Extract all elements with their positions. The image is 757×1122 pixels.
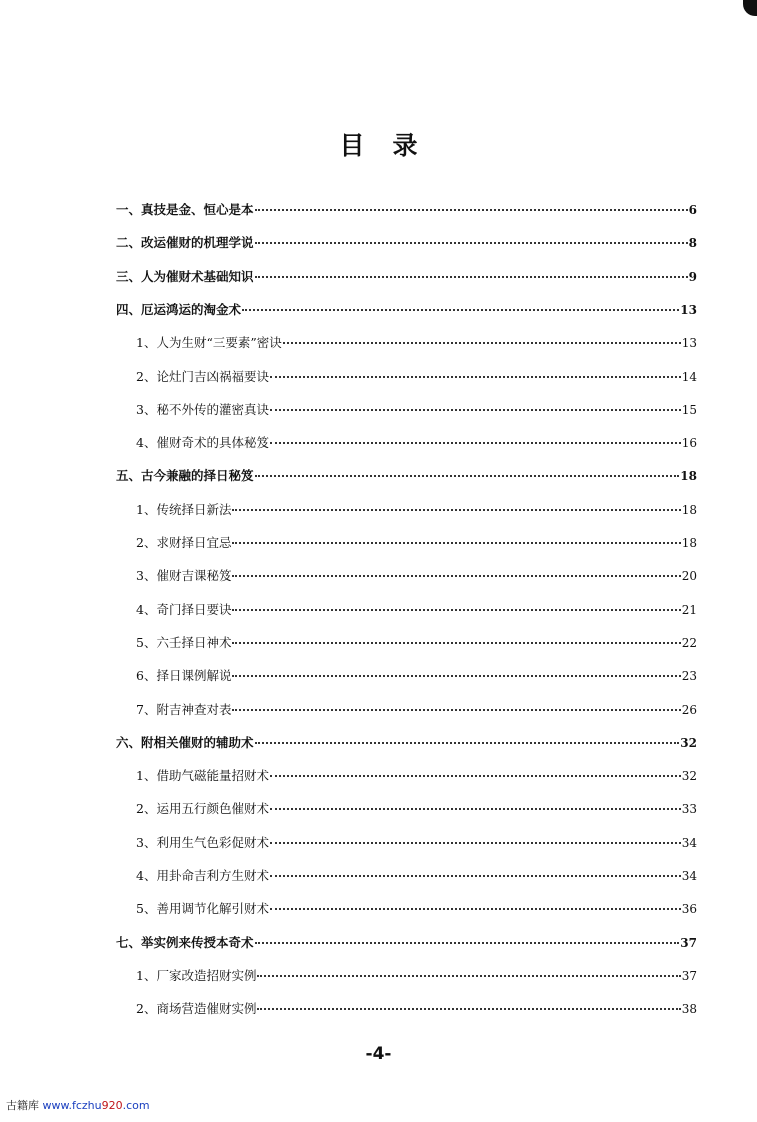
toc-entry [136, 702, 697, 718]
toc-leader-dots [232, 675, 680, 677]
toc-entry-title: 四、厄运鸿运的淘金术 [116, 302, 242, 317]
toc-entry-page: 13 [681, 336, 697, 350]
toc-entry-title: 1、传统择日新法 [136, 502, 232, 517]
toc-entry-page: 18 [680, 469, 697, 483]
toc-entry-page: 15 [681, 403, 697, 417]
toc-leader-dots [242, 309, 679, 311]
toc-leader-dots [255, 475, 680, 477]
toc-leader-dots [270, 409, 681, 411]
toc-leader-dots [270, 908, 681, 910]
page-number: -4- [365, 1044, 392, 1064]
toc-entry-page: 32 [680, 736, 697, 750]
toc-entry [136, 801, 697, 817]
toc-entry [136, 1001, 697, 1017]
toc-entry [116, 302, 697, 318]
toc-entry [136, 635, 697, 651]
toc-entry [136, 335, 697, 351]
toc-leader-dots [257, 975, 680, 977]
toc-entry-title: 5、善用调节化解引财术 [136, 901, 269, 916]
toc-entry-title: 2、运用五行颜色催财术 [136, 801, 269, 816]
toc-entry-page: 23 [681, 669, 697, 683]
toc-entry-page: 38 [681, 1002, 697, 1016]
toc-entry-title: 3、利用生气色彩促财术 [136, 835, 269, 850]
toc-entry [116, 202, 697, 218]
toc-entry-page: 37 [681, 969, 697, 983]
toc-entry [136, 668, 697, 684]
toc-entry-page: 34 [681, 869, 697, 883]
watermark [6, 1097, 150, 1113]
toc-entry [136, 768, 697, 784]
toc-entry-page: 33 [681, 802, 697, 816]
toc-entry-page: 14 [681, 370, 697, 384]
toc-leader-dots [270, 842, 681, 844]
toc-entry [136, 535, 697, 551]
toc-entry-title: 一、真技是金、恒心是本 [116, 202, 254, 217]
toc-entry [116, 935, 697, 951]
toc-leader-dots [270, 775, 681, 777]
toc-entry [136, 502, 697, 518]
toc-leader-dots [283, 342, 681, 344]
toc-entry-title: 3、催财吉课秘笈 [136, 568, 232, 583]
toc-entry-page: 8 [688, 236, 697, 250]
toc-entry [136, 435, 697, 451]
toc-entry-page: 37 [680, 936, 697, 950]
toc-leader-dots [257, 1008, 680, 1010]
watermark-label: 古籍库 [6, 1099, 39, 1112]
toc-entry-page: 16 [681, 436, 697, 450]
toc-entry-title: 1、厂家改造招财实例 [136, 968, 257, 983]
toc-leader-dots [255, 242, 688, 244]
toc-entry [116, 235, 697, 251]
toc-entry [116, 735, 697, 751]
page-title: 目录 [339, 131, 446, 160]
toc-leader-dots [255, 942, 680, 944]
toc-entry-title: 2、商场营造催财实例 [136, 1001, 257, 1016]
toc-entry-title: 二、改运催财的机理学说 [116, 235, 254, 250]
toc-entry-title: 五、古今兼融的择日秘笈 [116, 468, 254, 483]
watermark-site: www.fczhu920.com [42, 1099, 150, 1112]
toc-leader-dots [232, 509, 680, 511]
toc-leader-dots [270, 808, 681, 810]
toc-entry-title: 4、催财奇术的具体秘笈 [136, 435, 269, 450]
toc-leader-dots [255, 209, 688, 211]
toc-entry-page: 6 [688, 203, 697, 217]
toc-entry-title: 七、举实例来传授本奇术 [116, 935, 254, 950]
toc-entry [136, 402, 697, 418]
toc-entry-title: 4、奇门择日要诀 [136, 602, 232, 617]
toc-entry [116, 269, 697, 285]
toc-entry [136, 901, 697, 917]
toc-entry-title: 1、借助气磁能量招财术 [136, 768, 269, 783]
toc-leader-dots [270, 875, 681, 877]
toc-entry-title: 5、六壬择日神术 [136, 635, 232, 650]
toc-entry [116, 468, 697, 484]
toc-entry-page: 18 [681, 536, 697, 550]
toc-entry-page: 22 [681, 636, 697, 650]
toc-entry-title: 三、人为催财术基础知识 [116, 269, 254, 284]
toc-entry-page: 9 [688, 270, 697, 284]
toc-entry-page: 13 [680, 303, 697, 317]
toc-entry-title: 3、秘不外传的灌密真诀 [136, 402, 269, 417]
toc-entry-page: 18 [681, 503, 697, 517]
toc-entry-page: 36 [681, 902, 697, 916]
toc-entry-title: 1、人为生财“三要素”密诀 [136, 335, 282, 350]
toc-entry [136, 868, 697, 884]
toc-leader-dots [232, 642, 680, 644]
toc-entry-page: 21 [681, 603, 697, 617]
toc-entry [136, 835, 697, 851]
toc-entry-title: 六、附相关催财的辅助术 [116, 735, 254, 750]
toc-leader-dots [232, 575, 680, 577]
toc-entry-page: 26 [681, 703, 697, 717]
toc-leader-dots [232, 709, 680, 711]
toc-leader-dots [232, 609, 680, 611]
toc-entry-page: 34 [681, 836, 697, 850]
toc-leader-dots [270, 442, 681, 444]
toc-entry-title: 2、求财择日宜忌 [136, 535, 232, 550]
toc-entry-title: 4、用卦命吉利方生财术 [136, 868, 269, 883]
toc-entry [136, 369, 697, 385]
toc-leader-dots [270, 376, 681, 378]
toc-entry [136, 568, 697, 584]
toc-leader-dots [255, 742, 680, 744]
toc-leader-dots [255, 276, 688, 278]
toc-entry-page: 32 [681, 769, 697, 783]
toc-entry [136, 602, 697, 618]
toc-entry-page: 20 [681, 569, 697, 583]
toc-leader-dots [232, 542, 680, 544]
toc-entry [136, 968, 697, 984]
toc-entry-title: 2、论灶门吉凶祸福要诀 [136, 369, 269, 384]
toc-entry-title: 7、附吉神查对表 [136, 702, 232, 717]
toc-entry-title: 6、择日课例解说 [136, 668, 232, 683]
